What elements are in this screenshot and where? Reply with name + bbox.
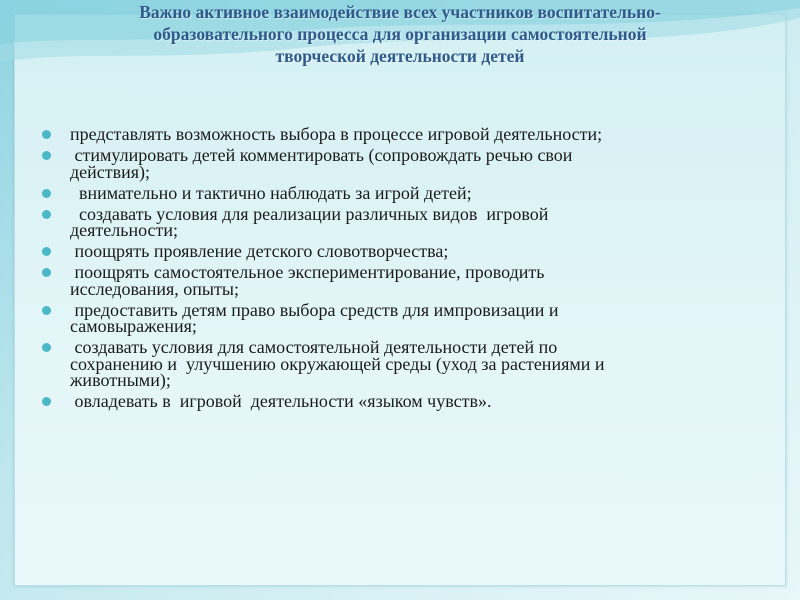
bullet-dot-icon — [42, 268, 51, 277]
bullet-dot-icon — [42, 247, 51, 256]
list-item-text: поощрять самостоятельное экспериментирование, проводить исследования, опыты; — [70, 262, 545, 299]
list-item — [40, 339, 760, 389]
list-item — [40, 203, 760, 240]
list-item — [40, 243, 760, 260]
list-item-text: внимательно и тактично наблюдать за игрой детей; — [70, 182, 472, 203]
list-item — [40, 147, 760, 180]
list-item — [40, 393, 760, 410]
list-item — [40, 126, 760, 143]
bullet-dot-icon — [42, 210, 51, 219]
bullet-dot-icon — [42, 151, 51, 160]
bullet-list — [40, 126, 760, 414]
list-item-text: создавать условия для самостоятельной деятельности детей по сохранению и улучшению окружающей среды (уход за растениями и животными); — [70, 337, 605, 390]
list-item-text: стимулировать детей комментировать (сопровождать речью свои действия); — [70, 145, 573, 182]
list-item-text: предоставить детям право выбора средств для импровизации и самовыражения; — [70, 299, 559, 336]
slide-title — [40, 1, 760, 67]
bullet-dot-icon — [42, 306, 51, 315]
list-item-text: поощрять проявление детского словотворчества; — [70, 241, 449, 261]
list-item — [40, 264, 760, 297]
list-item-text: создавать условия для реализации различных видов игровой деятельности; — [70, 203, 549, 240]
bullet-dot-icon — [42, 189, 51, 198]
title-line: Важно активное взаимодействие всех участников воспитательно- — [139, 2, 661, 22]
title-line: образовательного процесса для организации самостоятельной — [153, 24, 647, 44]
title-line: творческой деятельности детей — [275, 46, 525, 66]
list-item — [40, 299, 760, 336]
list-item-text: представлять возможность выбора в процессе игровой деятельности; — [70, 124, 603, 144]
bullet-dot-icon — [42, 397, 51, 406]
list-item-text: овладевать в игровой деятельности «языком чувств». — [70, 391, 492, 411]
list-item — [40, 182, 760, 203]
bullet-dot-icon — [42, 343, 51, 352]
bullet-dot-icon — [42, 130, 51, 139]
